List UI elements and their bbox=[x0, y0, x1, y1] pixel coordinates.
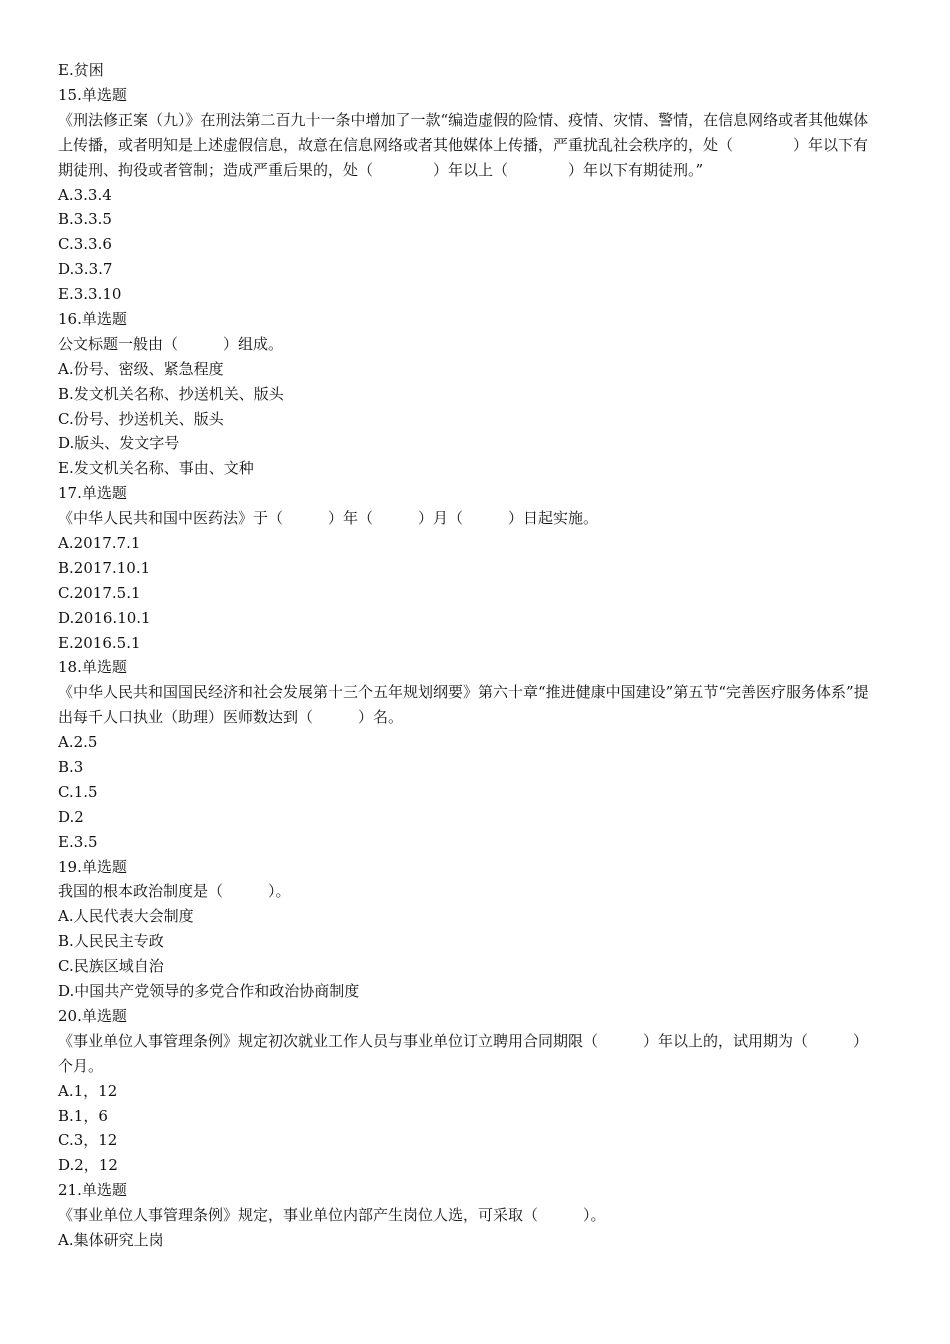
option-text: A.集体研究上岗 bbox=[58, 1230, 164, 1249]
option-text: A.1，12 bbox=[58, 1081, 118, 1100]
option-text: D.3.3.7 bbox=[58, 260, 113, 279]
question-text: 《刑法修正案（九）》在刑法第二百九十一条中增加了一款“编造虚假的险情、疫情、灾情、警情，在信息网络或者其他媒体上传播，或者明知是上述虚假信息，故意在信息网络或者其他媒体上传播，严重扰乱社会秩序的，处（ ）年以下有期徒刑、拘役或者管制；造成严重后果的，处（ ）年以上（ ）年以下有期徒刑。” bbox=[58, 110, 869, 179]
option-text: E.3.5 bbox=[58, 832, 98, 851]
option-text: C.份号、抄送机关、版头 bbox=[58, 409, 224, 428]
question-number: 16.单选题 bbox=[58, 309, 127, 328]
option-text: D.版头、发文字号 bbox=[58, 434, 180, 453]
option-text: E.发文机关名称、事由、文种 bbox=[58, 459, 254, 478]
option-text: A.人民代表大会制度 bbox=[58, 907, 194, 926]
option-text: A.2.5 bbox=[58, 733, 98, 752]
option-text: A.份号、密级、紧急程度 bbox=[58, 359, 224, 378]
option-text: E.3.3.10 bbox=[58, 285, 122, 304]
option-text: B.2017.10.1 bbox=[58, 558, 151, 577]
option-text: C.3.3.6 bbox=[58, 235, 112, 254]
question-text: 《事业单位人事管理条例》规定，事业单位内部产生岗位人选，可采取（ ）。 bbox=[58, 1206, 606, 1225]
option-text: A.2017.7.1 bbox=[58, 533, 141, 552]
option-text: C.2017.5.1 bbox=[58, 583, 141, 602]
question-text: 《中华人民共和国国民经济和社会发展第十三个五年规划纲要》第六十章“推进健康中国建设”第五节“完善医疗服务体系”提出每千人口执业（助理）医师数达到（ ）名。 bbox=[58, 683, 869, 727]
option-text: E.贫困 bbox=[58, 61, 104, 79]
question-number: 20.单选题 bbox=[58, 1006, 127, 1025]
question-text: 《中华人民共和国中医药法》于（ ）年（ ）月（ ）日起实施。 bbox=[58, 509, 599, 528]
option-text: B.人民民主专政 bbox=[58, 932, 164, 951]
question-number: 18.单选题 bbox=[58, 658, 127, 677]
question-text: 我国的根本政治制度是（ ）。 bbox=[58, 882, 291, 901]
option-text: C.3，12 bbox=[58, 1131, 118, 1150]
option-text: B.3 bbox=[58, 758, 84, 777]
question-number: 21.单选题 bbox=[58, 1181, 127, 1200]
question-text: 公文标题一般由（ ）组成。 bbox=[58, 334, 284, 353]
option-text: A.3.3.4 bbox=[58, 185, 112, 204]
option-text: C.1.5 bbox=[58, 782, 98, 801]
option-text: D.2016.10.1 bbox=[58, 608, 151, 627]
question-text: 《事业单位人事管理条例》规定初次就业工作人员与事业单位订立聘用合同期限（ ）年以上的，试用期为（ ）个月。 bbox=[58, 1031, 869, 1075]
option-text: D.2 bbox=[58, 807, 84, 826]
option-text: B.发文机关名称、抄送机关、版头 bbox=[58, 384, 284, 403]
question-number: 15.单选题 bbox=[58, 85, 127, 104]
option-text: C.民族区域自治 bbox=[58, 957, 164, 976]
option-text: B.3.3.5 bbox=[58, 210, 112, 229]
option-text: B.1，6 bbox=[58, 1106, 108, 1125]
option-text: E.2016.5.1 bbox=[58, 633, 141, 652]
question-number: 19.单选题 bbox=[58, 857, 127, 876]
option-text: D.中国共产党领导的多党合作和政治协商制度 bbox=[58, 982, 360, 1001]
option-text: D.2，12 bbox=[58, 1156, 118, 1175]
question-number: 17.单选题 bbox=[58, 484, 127, 503]
